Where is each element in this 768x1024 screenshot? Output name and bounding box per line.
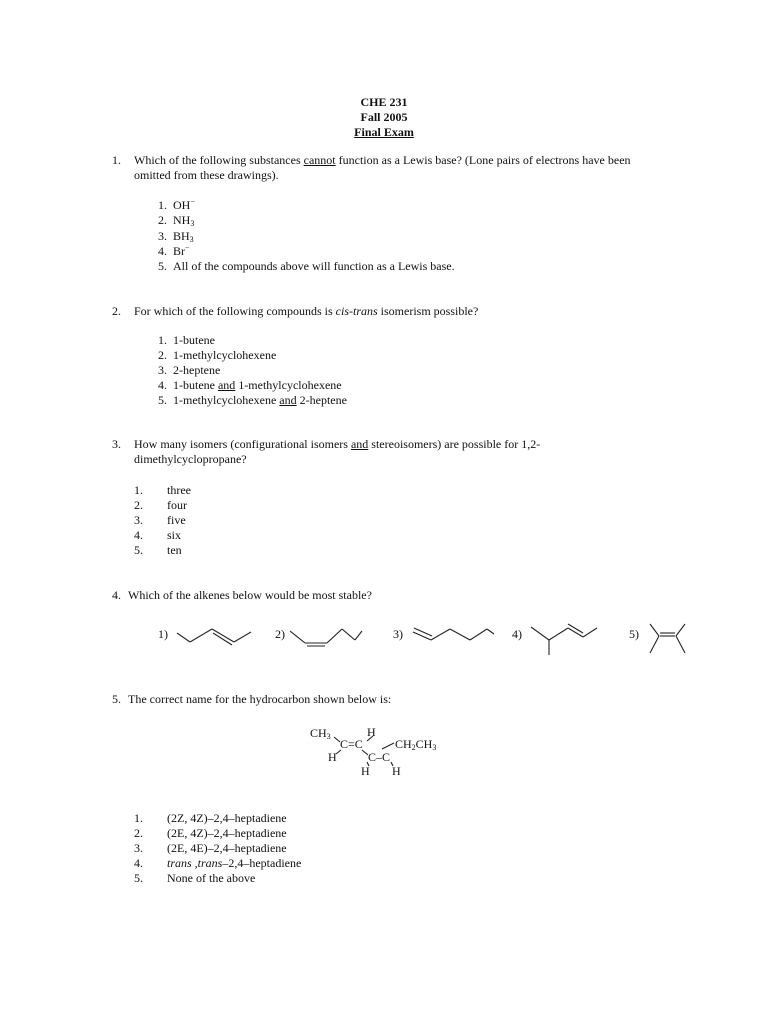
option-row: 1. 1-butene [158,333,215,347]
option-row: 4. Br− [158,243,190,258]
course-code: CHE 231 [360,95,408,109]
question-4-text: Which of the alkenes below would be most stable? [128,588,372,602]
question-2-text: For which of the following compounds is cis-trans isomerism possible? [134,304,479,318]
question-3-text-line2: dimethylcyclopropane? [134,452,247,466]
option-row: 4. 1-butene and 1-methylcyclohexene [158,378,342,392]
h-atom-bottom-1: H [361,764,370,778]
alkene-label-3: 3) [393,627,403,641]
option-row: 5. None of the above [134,871,256,885]
option-row: 2. (2E, 4Z)–2,4–heptadiene [134,826,287,840]
term: Fall 2005 [360,110,408,124]
alkene-structure-4 [531,624,597,655]
alkene-label-1: 1) [158,627,168,641]
c-single-bond: C–C [368,750,391,764]
question-1-text-line2: omitted from these drawings). [134,168,279,182]
option-row: 1. OH− [158,197,195,212]
option-row: 4. six [134,528,182,542]
alkene-structure-2 [290,629,362,646]
option-row: 1. (2Z, 4Z)–2,4–heptadiene [134,811,287,825]
question-5-number: 5. [112,692,121,706]
c-double-bond: C=C [340,737,363,751]
option-row: 3. five [134,513,186,527]
option-row: 2. 1-methylcyclohexene [158,348,277,362]
h-atom-left: H [328,750,337,764]
option-row: 3. $BH_3$ [158,229,194,244]
h-atom-top: H [367,725,376,739]
alkene-structure-5 [650,624,685,653]
exam-title: Final Exam [354,125,414,139]
alkene-label-5: 5) [629,627,639,641]
h-atom-bottom-2: H [392,764,401,778]
alkene-structure-3 [413,628,494,640]
option-row: 4. trans ,trans–2,4–heptadiene [134,856,302,870]
question-5-text: The correct name for the hydrocarbon shown below is: [128,692,392,706]
option-row: 2. $NH_3$ [158,213,195,228]
option-row: 3. 2-heptene [158,363,221,377]
alkene-structure-1 [177,629,251,645]
question-3-number: 3. [112,437,121,451]
ch2ch3-group: $CH_2CH_3$ [395,737,437,752]
question-4-number: 4. [112,588,121,602]
alkene-label-2: 2) [275,627,285,641]
question-1-number: 1. [112,153,121,167]
question-1-text: Which of the following substances cannot function as a Lewis base? (Lone pairs of electrons have been [134,153,631,167]
option-row: 1. three [134,483,191,497]
option-row: 5. ten [134,543,182,557]
ch3-group: $CH_3$ [310,726,331,741]
option-row: 3. (2E, 4E)–2,4–heptadiene [134,841,287,855]
alkene-label-4: 4) [512,627,522,641]
question-3-text: How many isomers (configurational isomers and stereoisomers) are possible for 1,2- [134,437,541,451]
question-2-number: 2. [112,304,121,318]
option-row: 2. four [134,498,187,512]
option-row: 5. 1-methylcyclohexene and 2-heptene [158,393,347,407]
option-row: 5. All of the compounds above will function as a Lewis base. [158,259,455,273]
